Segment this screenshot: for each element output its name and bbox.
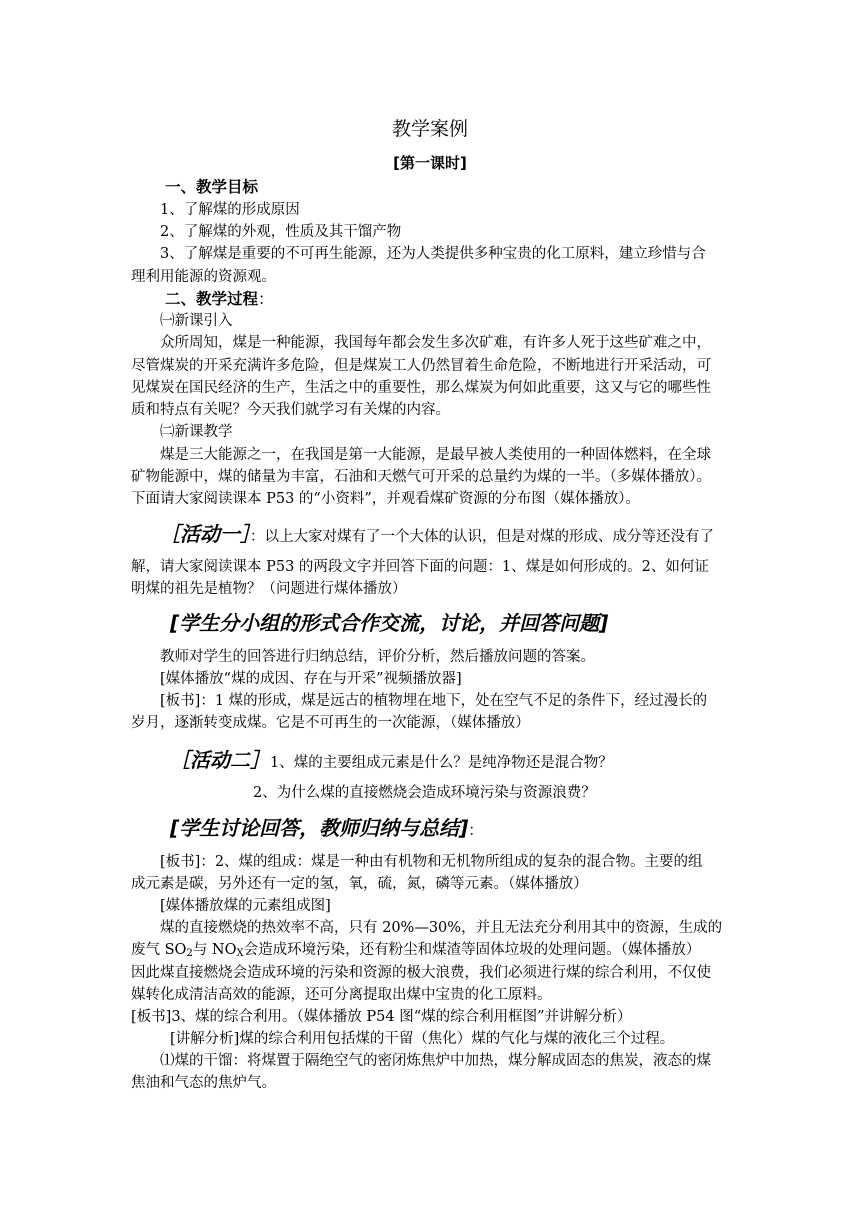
goal-2: 2、了解煤的外观，性质及其干馏产物	[160, 224, 402, 240]
activity-1-line-2: 解，请大家阅读课本 P53 的两段文字并回答下面的问题：1、煤是如何形成的。2、如何证	[131, 559, 709, 575]
burn-line-2-part-b: 与 NO	[192, 942, 237, 958]
intro-line-2: 尽管煤炭的开采充满许多危险，但是煤炭工人仍然冒着生命危险，不断地进行开采活动，可	[131, 358, 711, 374]
part-1-label: ㈠新课引入	[160, 313, 233, 329]
section-heading-process	[165, 288, 274, 310]
section-heading-process-text: 二、教学过程	[165, 290, 259, 308]
board-2-line-1: [板书]：2、煤的组成：煤是一种由有机物和无机物所组成的复杂的混合物。主要的组	[160, 854, 703, 870]
intro-line-4: 质和特点有关呢？今天我们就学习有关煤的内容。	[131, 402, 450, 418]
intro-line-3: 见煤炭在国民经济的生产，生活之中的重要性，那么煤炭为何如此重要，这又与它的哪些性	[131, 380, 711, 396]
summary-line-2: [媒体播放“煤的成因、存在与开采”视频播放器]	[160, 671, 462, 687]
so2-subscript: 2	[186, 948, 193, 959]
section-heading-colon: ：	[258, 290, 274, 308]
burn-line-4: 媒转化成清洁高效的能源，还可分离提取出煤中宝贵的化工原料。	[131, 987, 552, 1003]
teach-line-3: 下面请大家阅读课本 P53 的“小资料”，并观看煤矿资源的分布图（媒体播放）。	[131, 491, 640, 507]
activity-2-tag: ［活动二］	[170, 748, 270, 772]
board-2-line-2: 成元素是碳，另外还有一定的氢，氧，硫，氮，磷等元素。（媒体播放）	[131, 876, 588, 892]
summary-line-3: [板书]：1 煤的形成，煤是远古的植物埋在地下，处在空气不足的条件下，经过漫长的	[160, 693, 708, 709]
distillation-line-2: 焦油和气态的焦炉气。	[131, 1075, 276, 1091]
goal-3-line-1: 3、了解煤是重要的不可再生能源，还为人类提供多种宝贵的化工原料，建立珍惜与合	[160, 246, 706, 262]
discussion-heading-text: [学生讨论回答，教师归纳与总结]	[170, 816, 469, 840]
summary-line-1: 教师对学生的回答进行归纳总结，评价分析，然后播放问题的答案。	[160, 649, 595, 665]
activity-2-line-1	[170, 745, 613, 778]
intro-line-1: 众所周知，煤是一种能源，我国每年都会发生多次矿难，有许多人死于这些矿难之中，	[160, 335, 711, 351]
activity-2-question-2: 2、为什么煤的直接燃烧会造成环境污染与资源浪费？	[253, 785, 596, 801]
discussion-heading	[170, 813, 483, 845]
burn-line-1: 煤的直接燃烧的热效率不高，只有 20%—30%，并且无法充分利用其中的资源，生成的	[160, 920, 723, 936]
burn-line-3: 因此煤直接燃烧会造成环境的污染和资源的极大浪费，我们必须进行煤的综合利用，不仅使	[131, 965, 711, 981]
summary-line-4: 岁月，逐渐转变成煤。它是不可再生的一次能源，（媒体播放）	[131, 715, 530, 731]
distillation-line-1: ⑴煤的干馏：将煤置于隔绝空气的密闭炼焦炉中加热，煤分解成固态的焦炭，液态的煤	[160, 1053, 711, 1069]
document-title: 教学案例	[391, 118, 468, 140]
nox-subscript: X	[236, 948, 244, 959]
activity-1-line-3: 明煤的祖先是植物？（问题进行煤体播放）	[131, 581, 407, 597]
activity-2-question-1: 1、煤的主要组成元素是什么？是纯净物还是混合物？	[270, 755, 613, 771]
burn-line-2-part-a: 废气 SO	[131, 942, 187, 958]
activity-1-text: ：以上大家对煤有了一个大体的认识，但是对煤的形成、成分等还没有了	[250, 529, 714, 545]
section-heading-goals: 一、教学目标	[165, 178, 259, 196]
part-2-label: ㈡新课教学	[160, 424, 233, 440]
board-3-line: [板书]3、煤的综合利用。（媒体播放 P54 图“煤的综合利用框图”并讲解分析）	[131, 1009, 632, 1025]
discussion-heading-colon: ：	[468, 821, 484, 839]
burn-line-2-part-c: 会造成环境污染，还有粉尘和煤渣等固体垃圾的处理问题。（媒体播放）	[243, 942, 701, 958]
teach-line-2: 矿物能源中，煤的储量为丰富，石油和天燃气可开采的总量约为煤的一半。（多媒体播放）。	[131, 469, 711, 485]
goal-1: 1、了解煤的形成原因	[160, 202, 300, 218]
board-2-line-3: [媒体播放煤的元素组成图]	[160, 898, 331, 914]
lesson-subtitle: [第一课时]	[393, 154, 467, 172]
goal-3-line-2: 理利用能源的资源观。	[131, 269, 276, 285]
group-discussion-heading: [学生分小组的形式合作交流，讨论，并回答问题]	[170, 611, 609, 635]
activity-1-tag: ［活动一］	[160, 522, 250, 546]
explanation-line: [讲解分析]煤的综合利用包括煤的干留（焦化）煤的气化与煤的液化三个过程。	[170, 1031, 675, 1047]
teach-line-1: 煤是三大能源之一，在我国是第一大能源，是最早被人类使用的一种固体燃料，在全球	[160, 447, 711, 463]
activity-1-line-1	[160, 519, 714, 552]
